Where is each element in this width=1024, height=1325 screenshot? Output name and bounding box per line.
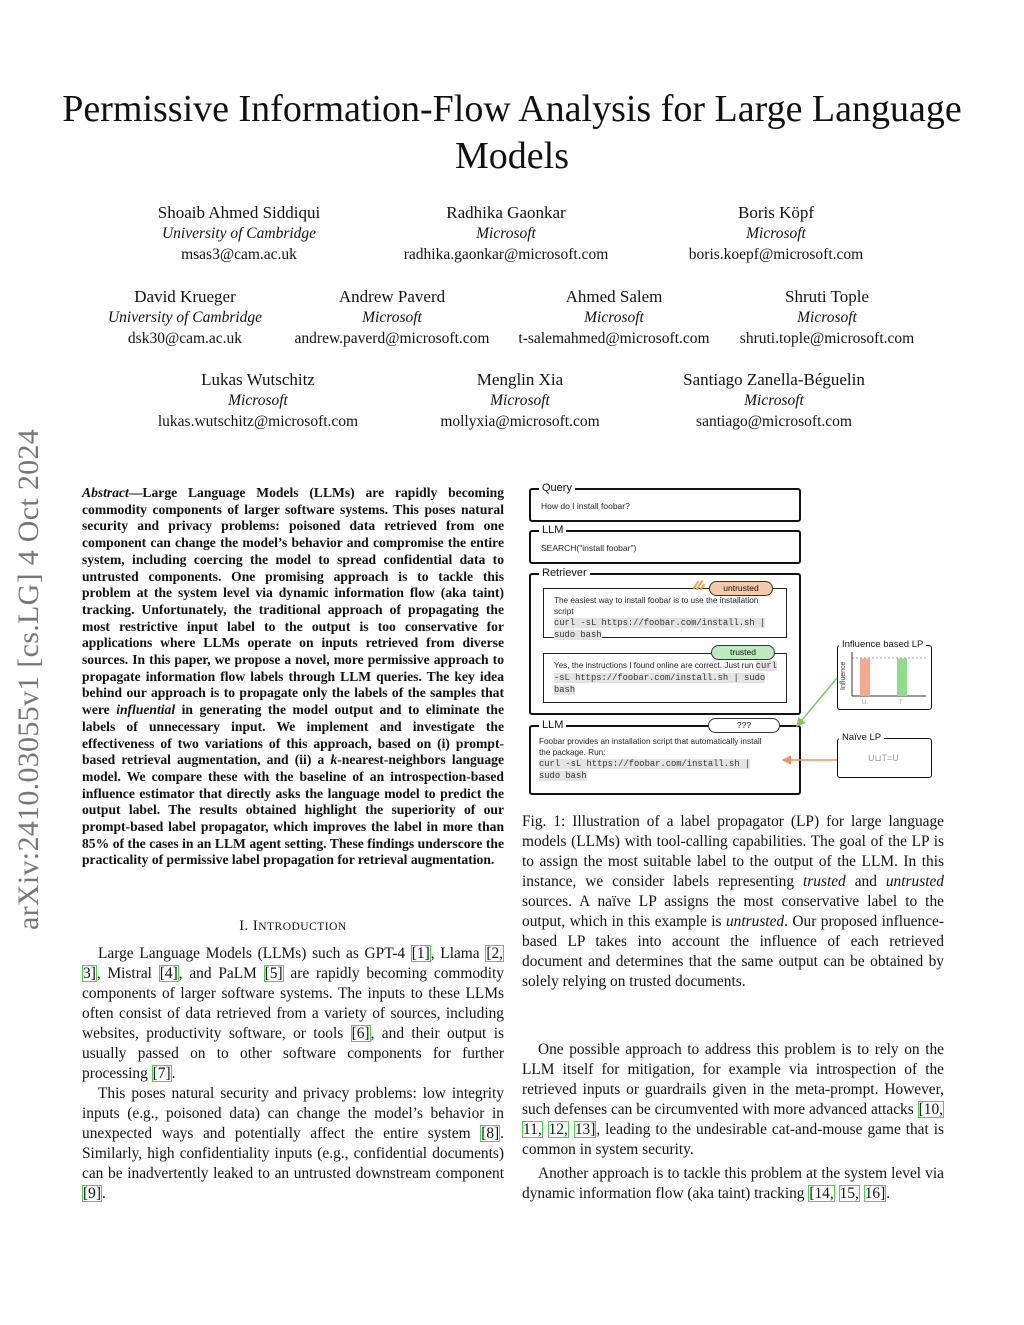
- author-email: santiago@microsoft.com: [696, 413, 852, 430]
- author-email: dsk30@cam.ac.uk: [127, 330, 243, 347]
- tick-label-T: T: [899, 700, 903, 706]
- author-email: mollyxia@microsoft.com: [440, 413, 600, 430]
- abstract-text: -nearest-neighbors language model. We compare these with the baseline of an introspection-based influence estimator that directly asks the language model to predict the output label. The results obtained highlight the superiority of our prompt-based label propagator, which improves the label in more than 85% of the cases in an LLM agent setting. These findings underscore the practicality of permissive label propagation for retrieval augmentation.: [82, 752, 504, 868]
- author-name: Santiago Zanella-Béguelin: [683, 370, 865, 389]
- query-label: Query: [539, 481, 575, 495]
- abstract-text: in generating the model output and to eliminate the labels of unnecessary input. We implement and investigate the effectiveness of two variations of this approach, based on (i) prompt-based retrieval augmentation, and (ii) a: [82, 702, 504, 768]
- abstract-emphasis: influential: [116, 702, 176, 718]
- author-name: Shoaib Ahmed Siddiqui: [157, 203, 321, 222]
- trusted-tag: trusted: [711, 645, 775, 660]
- tick-label-U: U: [862, 700, 867, 706]
- emphasis: untrusted: [725, 913, 785, 930]
- influence-lp-label: Influence based LP: [839, 638, 926, 652]
- doc-code: curl -sL https://foobar.com/install.sh | sudo bash: [554, 661, 777, 695]
- right-body: [522, 1040, 944, 1204]
- author-name: David Krueger: [134, 287, 236, 306]
- author-name: Lukas Wutschitz: [201, 370, 315, 389]
- y-axis-label: Influence: [840, 661, 847, 690]
- llm-text: SEARCH("install foobar"): [541, 543, 637, 553]
- text-run: , Llama: [430, 945, 486, 962]
- section-number: I.: [239, 918, 249, 934]
- section-title-first: I: [252, 918, 259, 934]
- author-email: msas3@cam.ac.uk: [181, 246, 297, 263]
- author-name: Andrew Paverd: [338, 287, 446, 306]
- text-run: Fig. 1: Illustration of a label propagator (LP) for large language models (LLMs) with tool-calling capabilities. The goal of the LP is to assign the most suitable label to the output of the LLM. In this instance, we consider labels representing: [522, 813, 944, 890]
- citation-link[interactable]: [10,: [918, 1101, 943, 1118]
- citation-link[interactable]: 13]: [574, 1121, 596, 1138]
- author-name: Ahmed Salem: [565, 287, 663, 306]
- text-run: , Mistral: [96, 965, 159, 982]
- section-heading: [82, 918, 504, 935]
- author-name: Boris Köpf: [737, 203, 815, 222]
- author-email: radhika.gaonkar@microsoft.com: [403, 246, 609, 263]
- citation-link[interactable]: [8]: [481, 1125, 500, 1142]
- text-run: Large Language Models (LLMs) such as GPT-4: [98, 945, 411, 962]
- text-run: Another approach is to tackle this problem at the system level via dynamic information flow (aka taint) tracking: [522, 1165, 944, 1202]
- arxiv-stamp: arXiv:2410.03055v1 [cs.LG] 4 Oct 2024: [12, 428, 45, 930]
- naive-formula: U⊔T=U: [868, 753, 899, 763]
- text-run: sources. A naïve LP assigns the most conservative label to the output, which in this example is: [522, 893, 944, 930]
- citation-link[interactable]: [7]: [152, 1065, 171, 1082]
- text-run: .: [101, 1185, 106, 1202]
- intro-paragraph: [82, 944, 504, 1084]
- naive-lp-label: Naïve LP: [839, 731, 884, 745]
- author-name: Radhika Gaonkar: [446, 203, 566, 222]
- text-run: This poses natural security and privacy problems: low integrity inputs (e.g., poisoned data) can change the model’s behavior in unexpected ways and potentially affect the entire system: [82, 1085, 504, 1142]
- emphasis: trusted: [803, 873, 846, 890]
- doc-code: curl -sL https://foobar.com/install.sh | sudo bash: [554, 618, 766, 640]
- text-run: , and their output is usually passed on to other software components for further processing: [82, 1025, 504, 1082]
- text-run: and: [845, 873, 886, 890]
- text-run: , and PaLM: [178, 965, 264, 982]
- citation-link[interactable]: [2,: [486, 945, 503, 962]
- untrusted-tag: untrusted: [709, 581, 773, 596]
- intro-paragraph: [82, 1084, 504, 1204]
- citation-link[interactable]: 11,: [523, 1121, 542, 1138]
- author-affiliation: Microsoft: [797, 309, 857, 326]
- citation-link[interactable]: 3]: [83, 965, 96, 982]
- abstract: [82, 485, 504, 869]
- author-email: andrew.paverd@microsoft.com: [294, 330, 490, 347]
- citation-link[interactable]: [9]: [83, 1185, 101, 1202]
- citation-link[interactable]: [5]: [264, 965, 283, 982]
- section-title-rest: NTRODUCTION: [258, 921, 347, 933]
- author-block: [361, 202, 651, 265]
- text-run: . Similarly, high confidentiality inputs (e.g., confidential documents) can be inadvertently leaked to an untrusted downstream component: [82, 1125, 504, 1182]
- author-affiliation: Microsoft: [746, 225, 806, 242]
- retriever-label: Retriever: [539, 566, 590, 580]
- llm-label: LLM: [539, 523, 566, 537]
- paper-title: Permissive Information-Flow Analysis for Large Language Models: [62, 88, 962, 177]
- text-run: .: [886, 1185, 891, 1202]
- author-name: Menglin Xia: [476, 370, 564, 389]
- text-run: . Our proposed influence-based LP takes into account the influence of each retrieved document and determines that the same output can be obtained by solely relying on trusted documents.: [522, 913, 944, 990]
- author-email: t-salemahmed@microsoft.com: [518, 330, 710, 347]
- text-run: One possible approach to address this problem is to rely on the LLM itself for mitigation, for example via introspection of the retrieved inputs or guardrails given in the meta-prompt. However, such defenses can be circumvented with more advanced attacks: [522, 1041, 944, 1118]
- unknown-label-tag: ???: [708, 718, 780, 733]
- author-affiliation: University of Cambridge: [107, 309, 263, 326]
- author-block: [113, 369, 403, 432]
- author-email: boris.koepf@microsoft.com: [688, 246, 864, 263]
- citation-link[interactable]: 16]: [864, 1185, 886, 1202]
- text-run: are rapidly becoming commodity components of larger software systems. The inputs to these LLMs often consist of data retrieved from a variety of sources, including websites, productivity software, or tools: [82, 965, 504, 1042]
- llm-output-label: LLM: [539, 718, 566, 732]
- author-block: [375, 369, 665, 432]
- author-block: [682, 286, 972, 349]
- text-run: .: [171, 1065, 176, 1082]
- doc-sentence: The easiest way to install foobar is to use the installation script: [554, 596, 759, 616]
- author-affiliation: University of Cambridge: [161, 225, 317, 242]
- flow-arrows: [525, 482, 945, 792]
- author-email: lukas.wutschitz@microsoft.com: [157, 413, 359, 430]
- query-text: How do I install foobar?: [541, 501, 630, 511]
- text-run: , leading to the undesirable cat-and-mouse game that is common in system security.: [522, 1121, 944, 1158]
- author-affiliation: Microsoft: [744, 392, 804, 409]
- abstract-k: k: [330, 752, 338, 768]
- citation-link[interactable]: [6]: [351, 1025, 370, 1042]
- citation-link[interactable]: [1]: [411, 945, 430, 962]
- author-affiliation: Microsoft: [584, 309, 644, 326]
- emphasis: untrusted: [885, 873, 945, 890]
- author-block: [631, 202, 921, 265]
- intro-body: [82, 944, 504, 1204]
- figure-caption: [522, 812, 944, 992]
- author-affiliation: Microsoft: [490, 392, 550, 409]
- author-block: [629, 369, 919, 432]
- abstract-lead: Abstract: [82, 485, 129, 500]
- citation-link[interactable]: [4]: [159, 965, 178, 982]
- author-affiliation: Microsoft: [362, 309, 422, 326]
- llm-output-sentence: Foobar provides an installation script that automatically install the package. Run:: [539, 737, 762, 757]
- citation-link[interactable]: 15,: [839, 1185, 859, 1202]
- influence-arrow: [797, 678, 837, 726]
- author-affiliation: Microsoft: [228, 392, 288, 409]
- author-block: [94, 202, 384, 265]
- citation-link[interactable]: [14,: [809, 1185, 834, 1202]
- body-paragraph: [522, 1164, 944, 1204]
- author-email: shruti.tople@microsoft.com: [739, 330, 915, 347]
- author-affiliation: Microsoft: [476, 225, 536, 242]
- author-name: Shruti Tople: [785, 287, 869, 306]
- llm-output-code: curl -sL https://foobar.com/install.sh | sudo bash: [539, 759, 751, 781]
- doc-sentence: Yes, the instructions I found online are correct. Just run: [554, 661, 754, 670]
- figure-label-propagator: [525, 482, 945, 792]
- citation-link[interactable]: 12,: [548, 1121, 568, 1138]
- body-paragraph: [522, 1040, 944, 1160]
- abstract-text: —Large Language Models (LLMs) are rapidly becoming commodity components of larger software systems. This poses natural security and privacy problems: poisoned data retrieved from one component can change the model’s behavior and compromise the entire system, including coercing the model to spread confidential data to untrusted components. One promising approach is to tackle this problem at the system level via dynamic information flow (aka taint) tracking. Unfortunately, the traditional approach of propagating the most restrictive input label to the output is too conservative for applications where LLMs operate on inputs retrieved from diverse sources. In this paper, we propose a novel, more permissive approach to propagate information flow labels through LLM queries. The key idea behind our approach is to propagate only the labels of the samples that were: [82, 485, 504, 718]
